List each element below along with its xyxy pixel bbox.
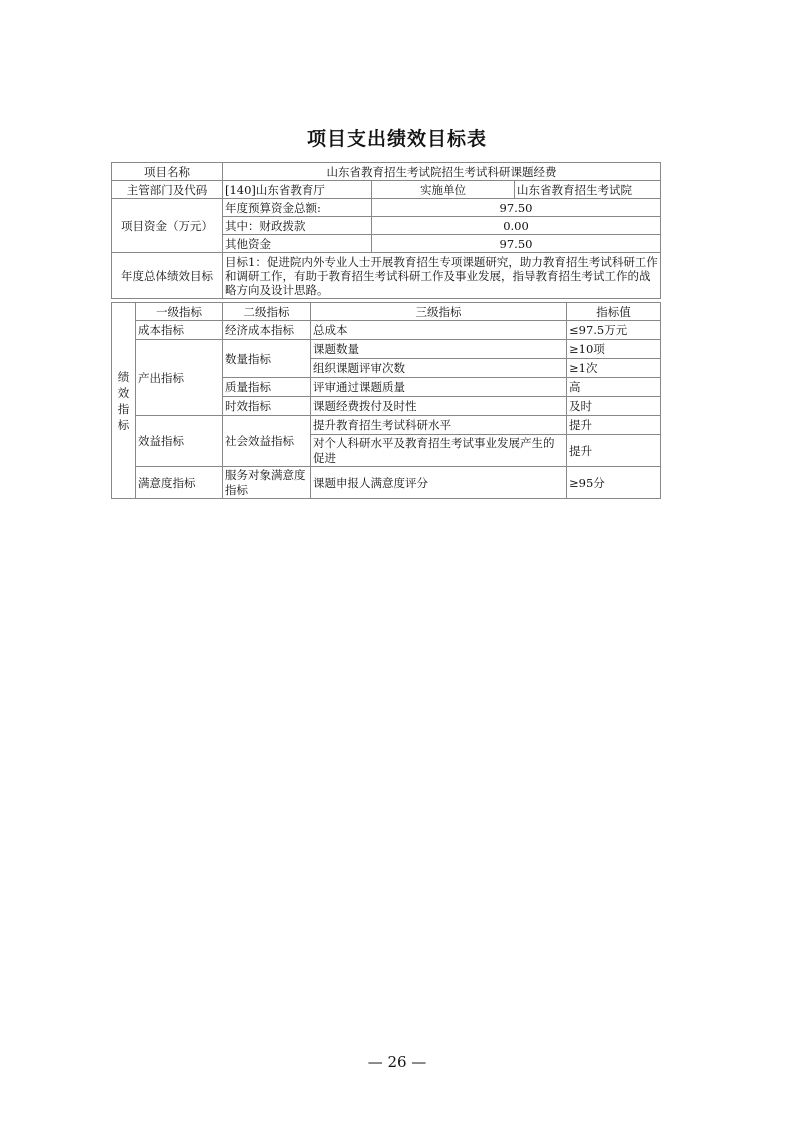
page-number: — 26 — (367, 1053, 427, 1071)
l3-cell: 组织课题评审次数 (311, 359, 567, 378)
goal-text: 目标1：促进院内外专业人士开展教育招生专项课题研究，助力教育招生考试科研工作和调研工作，有助于教育招生考试科研工作及事业发展，指导教育招生考试工作的战略方向及设计思路。 (223, 253, 661, 299)
side-char: 绩 (117, 369, 130, 384)
value-cell: 提升 (567, 416, 661, 435)
l3-cell: 提升教育招生考试科研水平 (311, 416, 567, 435)
project-info-table (111, 162, 661, 299)
indicator-table (111, 302, 661, 499)
col-header-l2: 二级指标 (223, 303, 311, 321)
l3-cell: 总成本 (311, 321, 567, 340)
l2-cell: 质量指标 (223, 378, 311, 397)
l1-cell: 产出指标 (136, 340, 223, 416)
l2-cell: 经济成本指标 (223, 321, 311, 340)
fund-fiscal-value: 0.00 (372, 217, 661, 235)
l1-cell: 效益指标 (136, 416, 223, 467)
value-cell: ≥10项 (567, 340, 661, 359)
dept-label: 主管部门及代码 (112, 181, 223, 199)
side-char: 指 (117, 401, 130, 416)
value-cell: 高 (567, 378, 661, 397)
goal-label: 年度总体绩效目标 (112, 253, 223, 299)
l3-cell: 课题经费拨付及时性 (311, 397, 567, 416)
col-header-l1: 一级指标 (136, 303, 223, 321)
l1-cell: 满意度指标 (136, 467, 223, 499)
table-row (112, 340, 661, 359)
table-row (112, 467, 661, 499)
fund-fiscal-label: 其中：财政拨款 (223, 217, 372, 235)
fund-total-label: 年度预算资金总额: (223, 199, 372, 217)
impl-value: 山东省教育招生考试院 (515, 181, 661, 199)
dept-value: [140]山东省教育厅 (223, 181, 372, 199)
value-cell: ≥95分 (567, 467, 661, 499)
value-cell: 及时 (567, 397, 661, 416)
table-row (112, 416, 661, 435)
l3-cell: 课题申报人满意度评分 (311, 467, 567, 499)
l1-cell: 成本指标 (136, 321, 223, 340)
page-title: 项目支出绩效目标表 (306, 128, 487, 150)
l3-cell: 课题数量 (311, 340, 567, 359)
funds-label: 项目资金（万元） (112, 199, 223, 253)
side-char: 标 (117, 417, 130, 432)
table-row (112, 321, 661, 340)
l3-cell: 对个人科研水平及教育招生考试事业发展产生的促进 (311, 435, 567, 467)
col-header-value: 指标值 (567, 303, 661, 321)
l2-cell: 时效指标 (223, 397, 311, 416)
project-name-value: 山东省教育招生考试院招生考试科研课题经费 (223, 163, 661, 181)
fund-other-label: 其他资金 (223, 235, 372, 253)
l2-cell: 社会效益指标 (223, 416, 311, 467)
l2-cell: 数量指标 (223, 340, 311, 378)
project-name-label: 项目名称 (112, 163, 223, 181)
side-char: 效 (117, 385, 130, 400)
col-header-l3: 三级指标 (311, 303, 567, 321)
indicator-side-label (112, 303, 136, 499)
impl-label: 实施单位 (372, 181, 515, 199)
fund-other-value: 97.50 (372, 235, 661, 253)
fund-total-value: 97.50 (372, 199, 661, 217)
l3-cell: 评审通过课题质量 (311, 378, 567, 397)
l2-cell: 服务对象满意度指标 (223, 467, 311, 499)
value-cell: 提升 (567, 435, 661, 467)
value-cell: ≤97.5万元 (567, 321, 661, 340)
value-cell: ≥1次 (567, 359, 661, 378)
